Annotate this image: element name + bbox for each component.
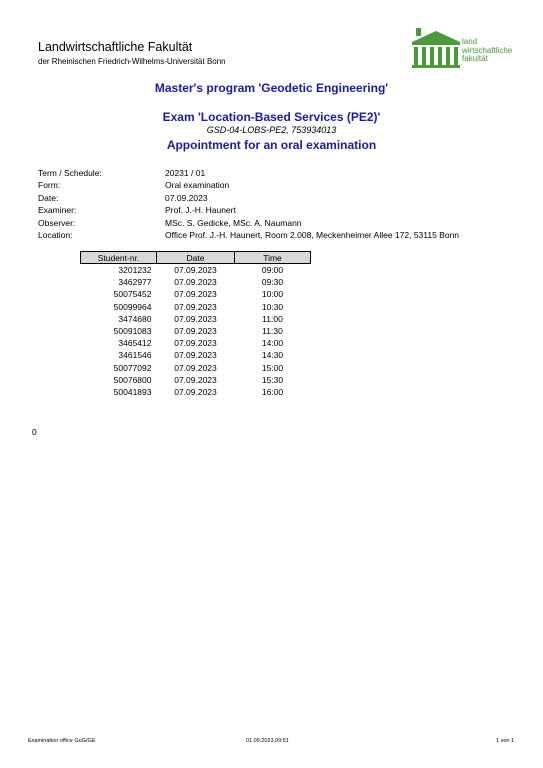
student-nr-cell: 3462977 xyxy=(118,277,152,288)
exam-schedule-table xyxy=(80,251,311,398)
student-nr-cell: 50099964 xyxy=(113,301,152,312)
student-nr-cell: 50076800 xyxy=(113,374,152,385)
student-nr-cell: 3201232 xyxy=(118,265,152,276)
table-header-row xyxy=(81,252,311,264)
date-cell: 07.09.2023 xyxy=(174,289,217,300)
observer-label: Observer: xyxy=(38,217,76,228)
location-label: Location: xyxy=(38,229,73,240)
table-row xyxy=(81,276,311,288)
student-nr-cell: 50075452 xyxy=(113,289,152,300)
student-nr-header: Student-nr. xyxy=(81,252,157,264)
time-cell: 10:00 xyxy=(261,289,284,300)
student-nr-cell: 50077092 xyxy=(113,362,152,373)
student-nr-cell: 50091083 xyxy=(113,326,152,337)
date-cell: 07.09.2023 xyxy=(174,338,217,349)
table-row xyxy=(81,313,311,325)
time-cell: 11:30 xyxy=(262,326,283,337)
date-value: 07.09.2023 xyxy=(165,192,208,203)
observer-value: MSc. S. Gedicke, MSc. A. Naumann xyxy=(165,217,302,228)
time-cell: 11:00 xyxy=(262,313,283,324)
program-title: Master's program 'Geodetic Engineering' xyxy=(154,81,389,95)
logo-line-1: land xyxy=(462,37,478,46)
time-cell: 09:30 xyxy=(261,277,284,288)
location-value: Office Prof. J.-H. Haunert, Room 2.008, Meckenheimer Allee 172, 53115 Bonn xyxy=(165,229,460,240)
table-row xyxy=(81,362,311,374)
student-nr-cell: 3474680 xyxy=(118,313,152,324)
time-cell: 14:30 xyxy=(261,350,284,361)
date-cell: 07.09.2023 xyxy=(174,386,217,397)
date-cell: 07.09.2023 xyxy=(174,326,217,337)
time-cell: 14:00 xyxy=(261,338,284,349)
form-value: Oral examination xyxy=(165,180,230,191)
table-row xyxy=(81,325,311,337)
date-cell: 07.09.2023 xyxy=(174,362,217,373)
time-cell: 15:30 xyxy=(261,374,284,385)
faculty-building-logo-icon xyxy=(411,26,461,68)
table-row xyxy=(81,264,311,277)
faculty-logo xyxy=(411,26,521,68)
date-cell: 07.09.2023 xyxy=(174,313,217,324)
form-label: Form: xyxy=(38,180,61,191)
time-cell: 16:00 xyxy=(261,386,284,397)
footer-page-number: 1 von 1 xyxy=(496,738,515,744)
date-label: Date: xyxy=(38,192,59,203)
table-row xyxy=(81,337,311,349)
term-label: Term / Schedule: xyxy=(38,168,102,178)
student-nr-cell: 3461546 xyxy=(118,350,152,361)
date-cell: 07.09.2023 xyxy=(174,374,217,385)
examiner-value: Prof. J.-H. Haunert xyxy=(165,205,236,216)
logo-wordmark xyxy=(462,38,512,64)
table-row xyxy=(81,301,311,313)
student-nr-cell: 50041893 xyxy=(113,386,152,397)
exam-title: Exam 'Location-Based Services (PE2)' xyxy=(162,110,381,124)
table-row xyxy=(81,349,311,361)
date-cell: 07.09.2023 xyxy=(174,350,217,361)
logo-line-3: fakultät xyxy=(462,54,488,63)
time-cell: 09:00 xyxy=(261,265,284,276)
exam-code: GSD-04-LOBS-PE2, 753934013 xyxy=(206,125,337,135)
date-header: Date xyxy=(157,252,235,264)
date-cell: 07.09.2023 xyxy=(174,301,217,312)
term-value: 20231 / 01 xyxy=(165,168,206,178)
table-row xyxy=(81,374,311,386)
appointment-title: Appointment for an oral examination xyxy=(166,138,377,152)
time-cell: 15:00 xyxy=(261,362,284,373)
date-cell: 07.09.2023 xyxy=(174,265,217,276)
date-cell: 07.09.2023 xyxy=(174,277,217,288)
stray-value: 0 xyxy=(32,427,37,437)
time-header: Time xyxy=(235,252,311,264)
table-row xyxy=(81,386,311,398)
examiner-label: Examiner: xyxy=(38,205,77,216)
table-row xyxy=(81,288,311,300)
student-nr-cell: 3465412 xyxy=(118,338,152,349)
faculty-name: Landwirtschaftliche Fakultät xyxy=(38,40,193,54)
logo-line-2: wirtschaftliche xyxy=(462,45,513,55)
university-name: der Rheinischen Friedrich-Wilhelms-Universität Bonn xyxy=(38,57,226,66)
footer-office: Examination office GuG/GE xyxy=(28,738,96,744)
footer-timestamp: 01.09.2023,09:51 xyxy=(246,738,289,744)
time-cell: 10:30 xyxy=(261,301,284,312)
